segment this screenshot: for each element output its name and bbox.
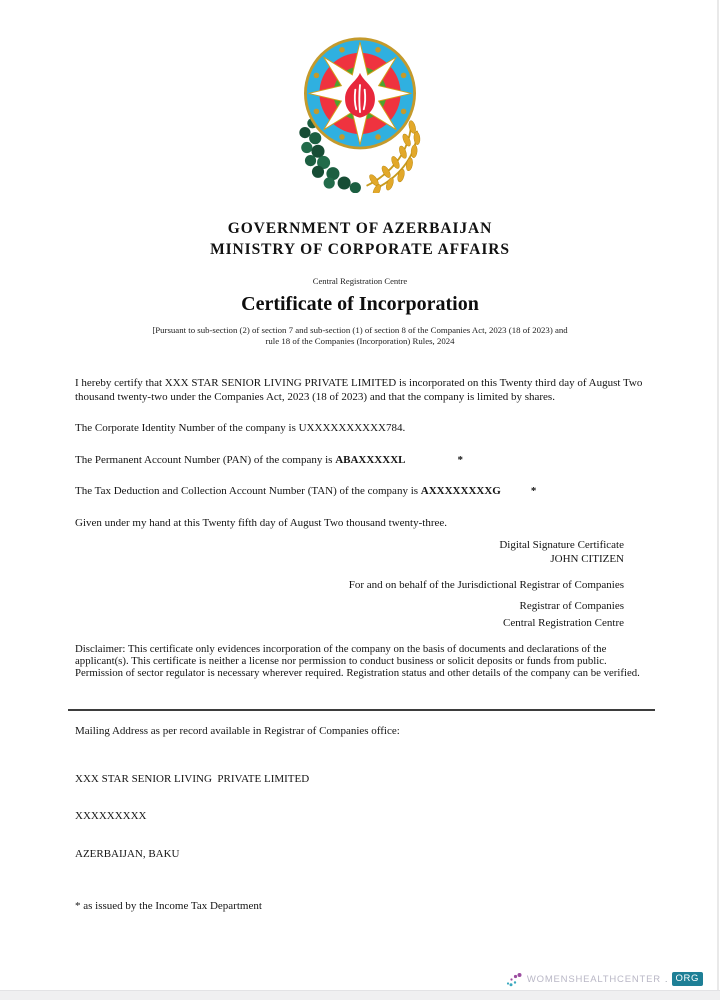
given-line: Given under my hand at this Twenty fifth day of August Two thousand twenty-three. <box>75 516 447 529</box>
mailing-address-block <box>75 748 647 886</box>
registration-centre-label: Central Registration Centre <box>312 276 408 286</box>
company-name: XXX STAR SENIOR LIVING PRIVATE LIMITED <box>75 772 310 785</box>
azerbaijan-coat-of-arms-icon <box>290 33 430 193</box>
ministry-title: MINISTRY OF CORPORATE AFFAIRS <box>210 241 510 258</box>
page-bottom-strip <box>0 990 720 1000</box>
cin-label: The Corporate Identity Number of the company is <box>75 422 299 434</box>
page-right-edge <box>717 0 719 1000</box>
tan-label: The Tax Deduction and Collection Account Number (TAN) of the company is <box>75 485 421 497</box>
pan-label: The Permanent Account Number (PAN) of the company is <box>75 453 336 466</box>
pursuant-clause <box>0 325 720 346</box>
tan-line <box>75 485 647 499</box>
central-registration-centre-line: Central Registration Centre <box>503 617 624 629</box>
income-tax-footnote: * as issued by the Income Tax Department <box>75 900 262 913</box>
certify-paragraph: I hereby certify that XXX STAR SENIOR LIVING PRIVATE LIMITED is incorporated on this Twenty third day of August Two thousand twenty-two under the Companies Act, 2023 (18 of 2023) and that the company is limited by shares. <box>75 377 643 403</box>
pursuant-line-2: rule 18 of the Companies (Incorporation) Rules, 2024 <box>265 335 455 346</box>
tan-value: AXXXXXXXXG <box>420 485 501 497</box>
emblem-azerbaijan <box>290 33 430 193</box>
digital-signature-label: Digital Signature Certificate <box>499 539 624 551</box>
watermark-dots-icon <box>506 971 524 987</box>
behalf-line: For and on behalf of the Jurisdictional Registrar of Companies <box>348 579 624 591</box>
watermark-site-name: WOMENSHEALTHCENTER <box>526 973 661 985</box>
certificate-title: Certificate of Incorporation <box>241 293 479 315</box>
cin-value: UXXXXXXXXXX784. <box>298 422 406 434</box>
address-city: AZERBAIJAN, BAKU <box>75 847 180 860</box>
watermark-dot: . <box>664 973 668 985</box>
watermark-org-badge: ORG <box>672 972 703 986</box>
document-header <box>0 218 720 346</box>
signature-block <box>75 539 647 631</box>
site-watermark <box>506 971 703 987</box>
government-title: GOVERNMENT OF AZERBAIJAN <box>227 220 493 237</box>
registrar-line: Registrar of Companies <box>519 599 624 612</box>
pan-asterisk: * <box>457 453 463 466</box>
tan-asterisk: * <box>530 485 537 497</box>
mailing-address-heading: Mailing Address as per record available in Registrar of Companies office: <box>75 724 400 737</box>
pan-value: ABAXXXXXL <box>335 453 406 466</box>
disclaimer-paragraph: Disclaimer: This certificate only evidences incorporation of the company on the basis of documents and declarations of the applicant(s). This certificate is neither a license nor permission to conduct business or solicit deposits or funds from public. Permission of sector regulator is necessary wherever required. Registration status and other details of the company can be verified. <box>75 642 640 680</box>
signatory-name: JOHN CITIZEN <box>550 552 624 565</box>
pan-line <box>75 454 647 468</box>
shield-icon <box>304 37 416 149</box>
cin-line <box>75 422 647 436</box>
address-line: XXXXXXXXX <box>75 810 147 823</box>
pursuant-line-1: [Pursuant to sub-section (2) of section 7 and sub-section (1) of section 8 of the Companies Act, 2023 (18 of 2023) and <box>152 325 568 335</box>
section-divider <box>68 709 655 711</box>
certificate-body <box>0 377 720 912</box>
